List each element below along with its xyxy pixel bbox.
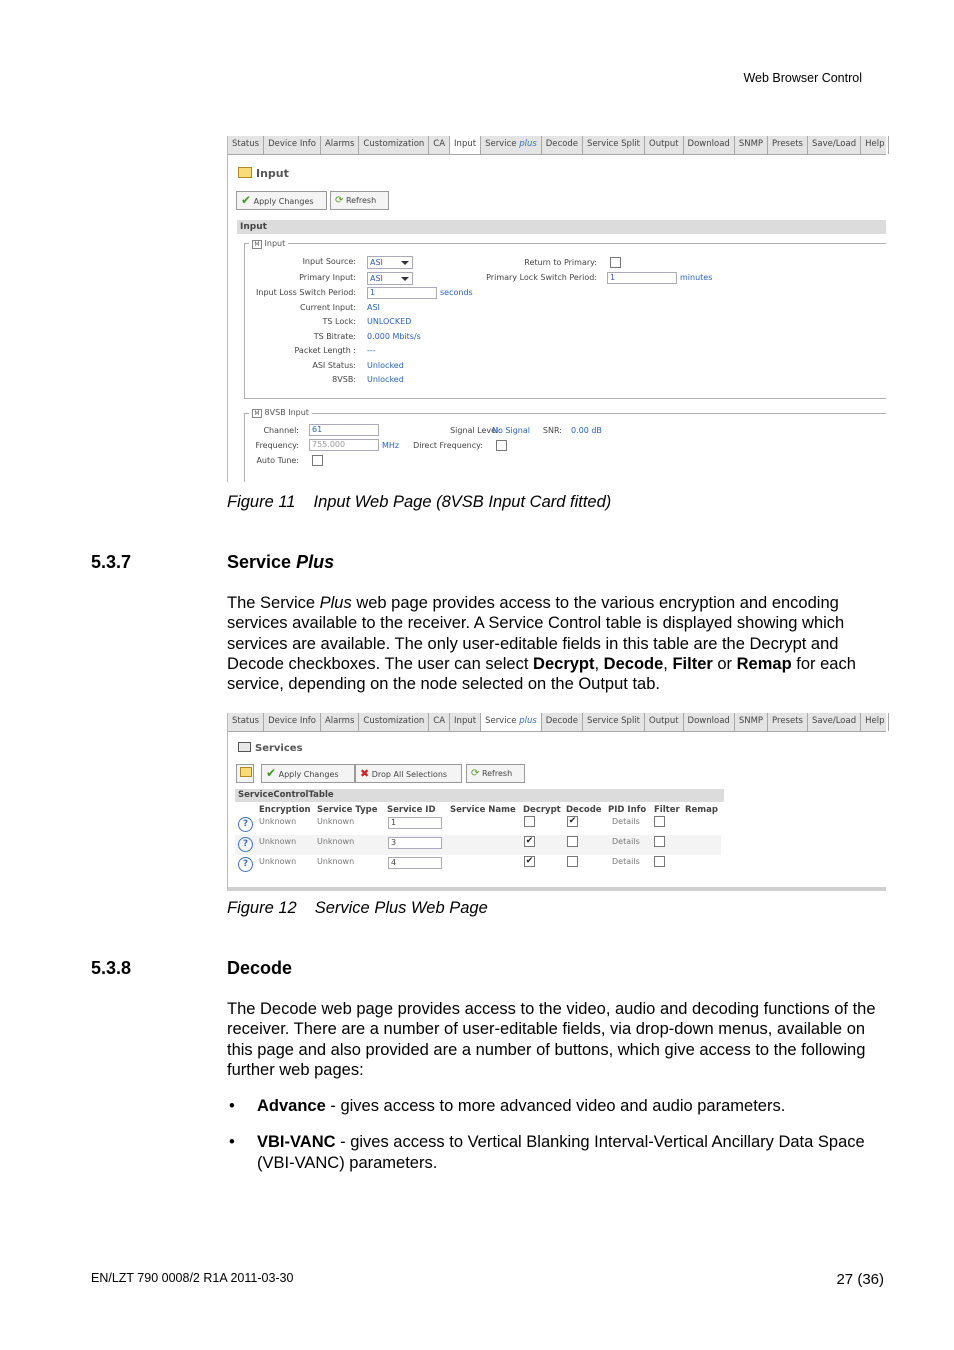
snr-label: SNR: bbox=[542, 426, 562, 435]
bullet-icon: • bbox=[229, 1133, 235, 1152]
page-number: 27 (36) bbox=[836, 1271, 884, 1288]
service-id-input[interactable]: 4 bbox=[388, 857, 442, 869]
page-title bbox=[238, 167, 289, 180]
tab-output[interactable]: Output bbox=[645, 713, 684, 731]
section-number: 5.3.7 bbox=[91, 552, 132, 572]
p-text: for each service, depending on the node selected on the Output tab. bbox=[227, 654, 856, 694]
tab-decode[interactable]: Decode bbox=[542, 136, 583, 154]
vsb-group-label: 8VSB Input bbox=[264, 408, 309, 417]
figure-11-number: Figure 11 bbox=[227, 493, 296, 511]
tab-download[interactable]: Download bbox=[684, 136, 735, 154]
pid-details-link[interactable]: Details bbox=[612, 857, 640, 866]
table-row bbox=[235, 815, 721, 835]
refresh-button[interactable] bbox=[466, 764, 525, 783]
bullet-text: - gives access to Vertical Blanking Interval-Vertical Ancillary Data Space (VBI-VANC) parameters. bbox=[257, 1133, 865, 1172]
footer-doc-number: EN/LZT 790 0008/2 R1A bbox=[91, 1271, 227, 1285]
table-row bbox=[235, 855, 721, 875]
current-input-label: Current Input: bbox=[300, 303, 356, 312]
ts-bitrate-value: 0.000 Mbits/s bbox=[367, 332, 421, 341]
input-source-select[interactable]: ASI bbox=[367, 256, 413, 269]
input-source-label: Input Source: bbox=[302, 257, 356, 266]
decode-paragraph: The Decode web page provides access to the video, audio and decoding functions of the receiver. There are a number of user-editable fields, via drop-down menus, available on this page and also provided are a number of buttons, which give access to the following further web pages: bbox=[227, 1000, 876, 1079]
auto-tune-checkbox[interactable] bbox=[312, 455, 323, 466]
p-text: or bbox=[712, 654, 737, 673]
figure-11-caption bbox=[227, 493, 611, 512]
direct-frequency-checkbox[interactable] bbox=[496, 440, 507, 451]
tab-customization[interactable]: Customization bbox=[359, 713, 429, 731]
ts-bitrate-label: TS Bitrate: bbox=[313, 332, 356, 341]
red-x-icon: ✖ bbox=[360, 767, 370, 780]
cell-encryption: Unknown bbox=[259, 857, 297, 866]
tab-presets[interactable]: Presets bbox=[768, 136, 808, 154]
figure-12-caption bbox=[227, 899, 488, 918]
apply-changes-button[interactable] bbox=[236, 191, 327, 210]
tab-service-split[interactable]: Service Split bbox=[583, 713, 645, 731]
list-item bbox=[227, 1096, 889, 1116]
service-id-input[interactable]: 1 bbox=[388, 817, 442, 829]
refresh-icon: ⟳ bbox=[335, 195, 344, 206]
tab-save-load[interactable]: Save/Load bbox=[808, 713, 861, 731]
collapse-icon[interactable]: M bbox=[252, 240, 262, 249]
loss-switch-input[interactable]: 1 bbox=[367, 287, 437, 299]
input-group-label: Input bbox=[264, 239, 286, 248]
bullet-list bbox=[227, 1096, 889, 1189]
table-row bbox=[235, 835, 721, 855]
figure-12-number: Figure 12 bbox=[227, 899, 297, 917]
tab-alarms[interactable]: Alarms bbox=[321, 136, 359, 154]
tab-presets[interactable]: Presets bbox=[768, 713, 808, 731]
add-folder-icon bbox=[240, 767, 252, 777]
col-decode: Decode bbox=[566, 805, 602, 815]
input-web-page-screenshot bbox=[227, 136, 886, 482]
tab-input[interactable]: Input bbox=[450, 136, 481, 154]
col-decrypt: Decrypt bbox=[523, 805, 561, 815]
frequency-unit: MHz bbox=[382, 441, 400, 450]
tab-service-split[interactable]: Service Split bbox=[583, 136, 645, 154]
decrypt-checkbox[interactable]: ✔ bbox=[525, 836, 534, 846]
refresh-icon: ⟳ bbox=[471, 768, 480, 779]
refresh-label: Refresh bbox=[345, 196, 377, 205]
section-title bbox=[227, 552, 334, 573]
pid-details-link[interactable]: Details bbox=[612, 817, 640, 826]
refresh-button[interactable] bbox=[330, 191, 389, 210]
service-plus-paragraph bbox=[227, 593, 889, 694]
section-title: Decode bbox=[227, 958, 293, 978]
primary-input-select[interactable]: ASI bbox=[367, 272, 413, 285]
tab-input[interactable]: Input bbox=[450, 713, 481, 731]
tab-bar bbox=[228, 136, 886, 155]
service-id-input[interactable]: 3 bbox=[388, 837, 442, 849]
packet-length-label: Packet Length : bbox=[294, 346, 356, 355]
tab-status[interactable]: Status bbox=[228, 136, 264, 154]
tab-service-label: Service bbox=[485, 716, 517, 726]
p-bold: Filter bbox=[672, 654, 713, 673]
p-text: The Service bbox=[227, 594, 320, 612]
tab-download[interactable]: Download bbox=[684, 713, 735, 731]
tab-customization[interactable]: Customization bbox=[359, 136, 429, 154]
tab-save-load[interactable]: Save/Load bbox=[808, 136, 861, 154]
bullet-term: Advance bbox=[257, 1097, 326, 1115]
services-web-page-screenshot bbox=[227, 713, 886, 891]
section-title-a: Service bbox=[227, 552, 297, 572]
help-icon[interactable]: ? bbox=[238, 817, 253, 832]
cell-encryption: Unknown bbox=[259, 837, 297, 846]
primary-lock-input[interactable]: 1 bbox=[607, 272, 677, 284]
input-section-bar: Input bbox=[237, 220, 886, 234]
filter-checkbox[interactable] bbox=[654, 836, 665, 847]
frequency-input[interactable]: 755.000 bbox=[309, 439, 379, 451]
current-input-value: ASI bbox=[367, 303, 380, 312]
return-primary-checkbox[interactable] bbox=[610, 257, 621, 268]
col-filter: Filter bbox=[654, 805, 680, 815]
decode-checkbox[interactable] bbox=[567, 836, 578, 847]
tab-snmp[interactable]: SNMP bbox=[735, 713, 768, 731]
tab-plus-label: plus bbox=[519, 716, 537, 726]
tab-service-plus[interactable] bbox=[481, 136, 542, 154]
frequency-label: Frequency: bbox=[255, 441, 299, 450]
folder-icon bbox=[238, 167, 252, 178]
decrypt-checkbox[interactable]: ✔ bbox=[525, 856, 534, 866]
tab-service-label: Service bbox=[485, 139, 517, 149]
page-title bbox=[238, 742, 303, 754]
tab-alarms[interactable]: Alarms bbox=[321, 713, 359, 731]
tab-service-plus[interactable] bbox=[481, 713, 542, 731]
signal-level-value: No Signal bbox=[492, 426, 530, 435]
p-text: , bbox=[663, 654, 673, 673]
channel-input[interactable]: 61 bbox=[309, 424, 379, 436]
checkmark-icon: ✔ bbox=[266, 766, 277, 780]
drop-all-selections-button[interactable] bbox=[355, 764, 462, 783]
collapse-icon[interactable]: M bbox=[252, 409, 262, 418]
tab-output[interactable]: Output bbox=[645, 136, 684, 154]
filter-checkbox[interactable] bbox=[654, 856, 665, 867]
primary-lock-unit: minutes bbox=[680, 273, 713, 282]
decrypt-checkbox[interactable] bbox=[524, 816, 535, 827]
tab-plus-label: plus bbox=[519, 139, 537, 149]
col-remap: Remap bbox=[685, 805, 718, 815]
ts-lock-label: TS Lock: bbox=[322, 317, 356, 326]
p-bold: Decode bbox=[603, 654, 664, 673]
tab-bar bbox=[228, 713, 886, 732]
page-title-text: Services bbox=[255, 743, 303, 754]
p-text: web page provides access to the various encryption and encoding services available to the receiver. A Service Control table is displayed showing which services are available. The only user-editable fields in this table are the Decrypt and Decode checkboxes. The user can select bbox=[227, 594, 845, 673]
asi-status-value: Unlocked bbox=[367, 361, 404, 370]
apply-changes-label: Apply Changes bbox=[278, 770, 339, 779]
checkmark-icon: ✔ bbox=[241, 193, 252, 207]
pid-details-link[interactable]: Details bbox=[612, 837, 640, 846]
tab-device-info[interactable]: Device Info bbox=[264, 713, 321, 731]
section-number: 5.3.8 bbox=[91, 958, 132, 978]
help-icon[interactable]: ? bbox=[238, 857, 253, 872]
page-title-text: Input bbox=[256, 167, 289, 180]
p-bold: Remap bbox=[736, 654, 792, 673]
col-service-name: Service Name bbox=[450, 805, 516, 815]
input-group-legend bbox=[249, 239, 288, 249]
asi-status-label: ASI Status: bbox=[312, 361, 356, 370]
packet-length-value: --- bbox=[367, 346, 376, 355]
page-header: Web Browser Control bbox=[743, 71, 862, 85]
figure-11-text: Input Web Page (8VSB Input Card fitted) bbox=[313, 493, 612, 511]
p-text: , bbox=[594, 654, 604, 673]
tab-help[interactable]: Help bbox=[861, 713, 889, 731]
tab-device-info[interactable]: Device Info bbox=[264, 136, 321, 154]
cell-service-type: Unknown bbox=[317, 857, 355, 866]
col-pid-info: PID Info bbox=[608, 805, 647, 815]
p-italic: Plus bbox=[319, 594, 352, 612]
tab-ca[interactable]: CA bbox=[429, 713, 450, 731]
p-bold: Decrypt bbox=[533, 654, 595, 673]
col-service-id: Service ID bbox=[387, 805, 436, 815]
footer-date: 2011-03-30 bbox=[230, 1271, 294, 1285]
primary-lock-label: Primary Lock Switch Period: bbox=[486, 273, 597, 282]
bullet-text: - gives access to more advanced video and audio parameters. bbox=[325, 1097, 786, 1115]
refresh-label: Refresh bbox=[481, 769, 513, 778]
drop-all-label: Drop All Selections bbox=[371, 770, 448, 779]
channel-label: Channel: bbox=[263, 426, 299, 435]
tab-help[interactable]: Help bbox=[861, 136, 889, 154]
decode-checkbox[interactable] bbox=[567, 856, 578, 867]
tab-snmp[interactable]: SNMP bbox=[735, 136, 768, 154]
add-button[interactable] bbox=[236, 764, 254, 783]
col-service-type: Service Type bbox=[317, 805, 378, 815]
decode-checkbox[interactable]: ✔ bbox=[568, 816, 577, 826]
section-title-b: Plus bbox=[296, 552, 335, 572]
table-icon bbox=[238, 742, 251, 752]
vsb-value: Unlocked bbox=[367, 375, 404, 384]
primary-input-label: Primary Input: bbox=[299, 273, 356, 282]
auto-tune-label: Auto Tune: bbox=[256, 456, 299, 465]
signal-level-label: Signal Level: bbox=[450, 426, 501, 435]
vsb-group-legend bbox=[249, 408, 312, 418]
snr-value: 0.00 dB bbox=[571, 426, 602, 435]
help-icon[interactable]: ? bbox=[238, 837, 253, 852]
cell-service-type: Unknown bbox=[317, 837, 355, 846]
ts-lock-value: UNLOCKED bbox=[367, 317, 412, 326]
list-item bbox=[227, 1132, 889, 1173]
return-primary-label: Return to Primary: bbox=[524, 258, 597, 267]
service-control-table-bar: ServiceControlTable bbox=[235, 789, 724, 802]
cell-service-type: Unknown bbox=[317, 817, 355, 826]
tab-decode[interactable]: Decode bbox=[542, 713, 583, 731]
loss-switch-unit: seconds bbox=[440, 288, 473, 297]
bullet-term: VBI-VANC bbox=[257, 1133, 336, 1152]
apply-changes-button[interactable] bbox=[261, 764, 355, 783]
bullet-icon: • bbox=[229, 1097, 235, 1115]
vsb-label: 8VSB: bbox=[332, 375, 356, 384]
col-encryption: Encryption bbox=[259, 805, 311, 815]
tab-status[interactable]: Status bbox=[228, 713, 264, 731]
tab-ca[interactable]: CA bbox=[429, 136, 450, 154]
apply-changes-label: Apply Changes bbox=[253, 197, 314, 206]
loss-switch-label: Input Loss Switch Period: bbox=[256, 288, 356, 297]
filter-checkbox[interactable] bbox=[654, 816, 665, 827]
footer-doc-ref bbox=[91, 1271, 293, 1285]
cell-encryption: Unknown bbox=[259, 817, 297, 826]
direct-frequency-label: Direct Frequency: bbox=[413, 441, 483, 450]
figure-12-text: Service Plus Web Page bbox=[314, 899, 488, 917]
